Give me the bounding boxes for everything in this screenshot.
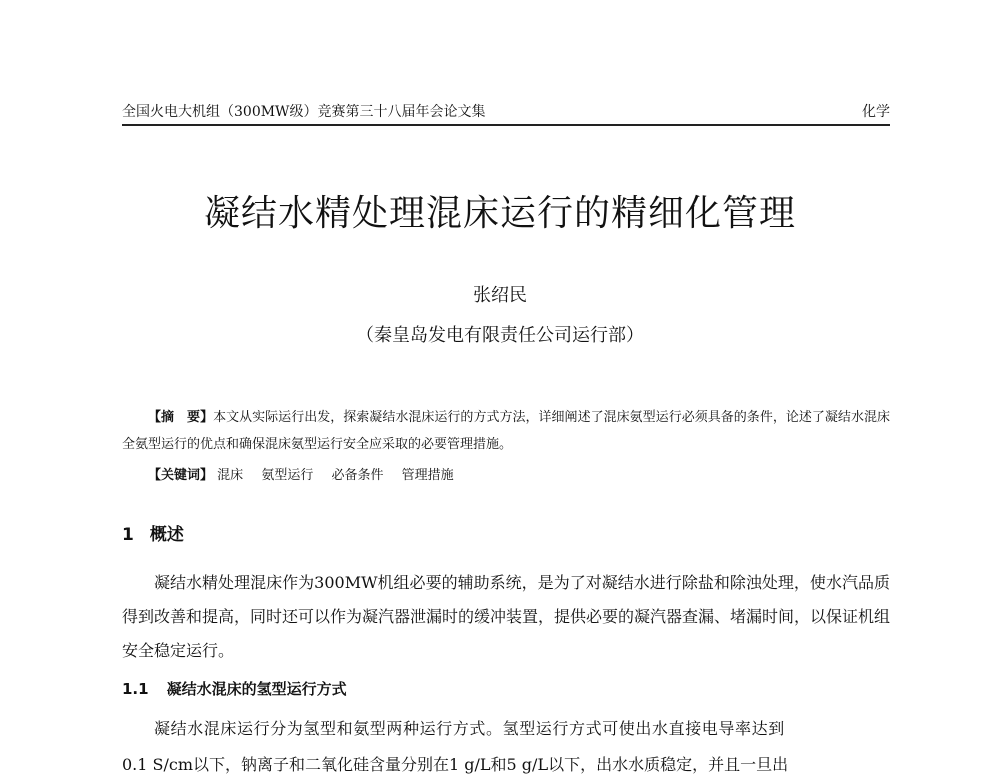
keyword-item: 混床 <box>217 468 244 483</box>
keyword-item: 氨型运行 <box>261 468 314 483</box>
author-name: 张绍民 <box>473 285 527 306</box>
subsection-heading <box>122 676 347 702</box>
body-paragraph-cutoff: 0.1 S/cm以下，钠离子和二氧化硅含量分别在1 g/L和5 g/L以下，出水水质稳定，并且一旦出 <box>122 755 789 774</box>
abstract-label: 【摘 要】 <box>148 410 214 425</box>
keyword-item: 管理措施 <box>401 468 454 483</box>
author-affiliation: （秦皇岛发电有限责任公司运行部） <box>356 325 644 346</box>
section-category: 化学 <box>862 104 890 120</box>
keyword-item: 必备条件 <box>331 468 384 483</box>
proceedings-title: 全国火电大机组（300MW级）竞赛第三十八届年会论文集 <box>122 104 486 120</box>
running-header <box>122 102 890 126</box>
abstract <box>122 404 890 458</box>
section-number: 1 <box>122 525 134 545</box>
body-paragraph: 凝结水混床运行分为氢型和氨型两种运行方式。氢型运行方式可使出水直接电导率达到 <box>154 719 785 738</box>
section-heading <box>122 522 184 548</box>
subsection-title: 凝结水混床的氢型运行方式 <box>166 680 347 698</box>
article-title: 凝结水精处理混床运行的精细化管理 <box>203 193 796 234</box>
abstract-body <box>122 404 890 458</box>
abstract-text: 本文从实际运行出发，探索凝结水混床运行的方式方法，详细阐述了混床氨型运行必须具备的条件，论述了凝结水混床全氨型运行的优点和确保混床氨型运行安全应采取的必要管理措施。 <box>122 410 890 452</box>
keywords-label: 【关键词】 <box>148 468 214 483</box>
keywords <box>148 462 888 490</box>
section-title: 概述 <box>149 525 184 545</box>
body-paragraph: 凝结水精处理混床作为300MW机组必要的辅助系统，是为了对凝结水进行除盐和除浊处理，使水汽品质得到改善和提高，同时还可以作为凝汽器泄漏时的缓冲装置，提供必要的凝汽器查漏、堵漏时间，以保证机组安全稳定运行。 <box>122 573 891 660</box>
subsection-number: 1.1 <box>122 680 149 698</box>
